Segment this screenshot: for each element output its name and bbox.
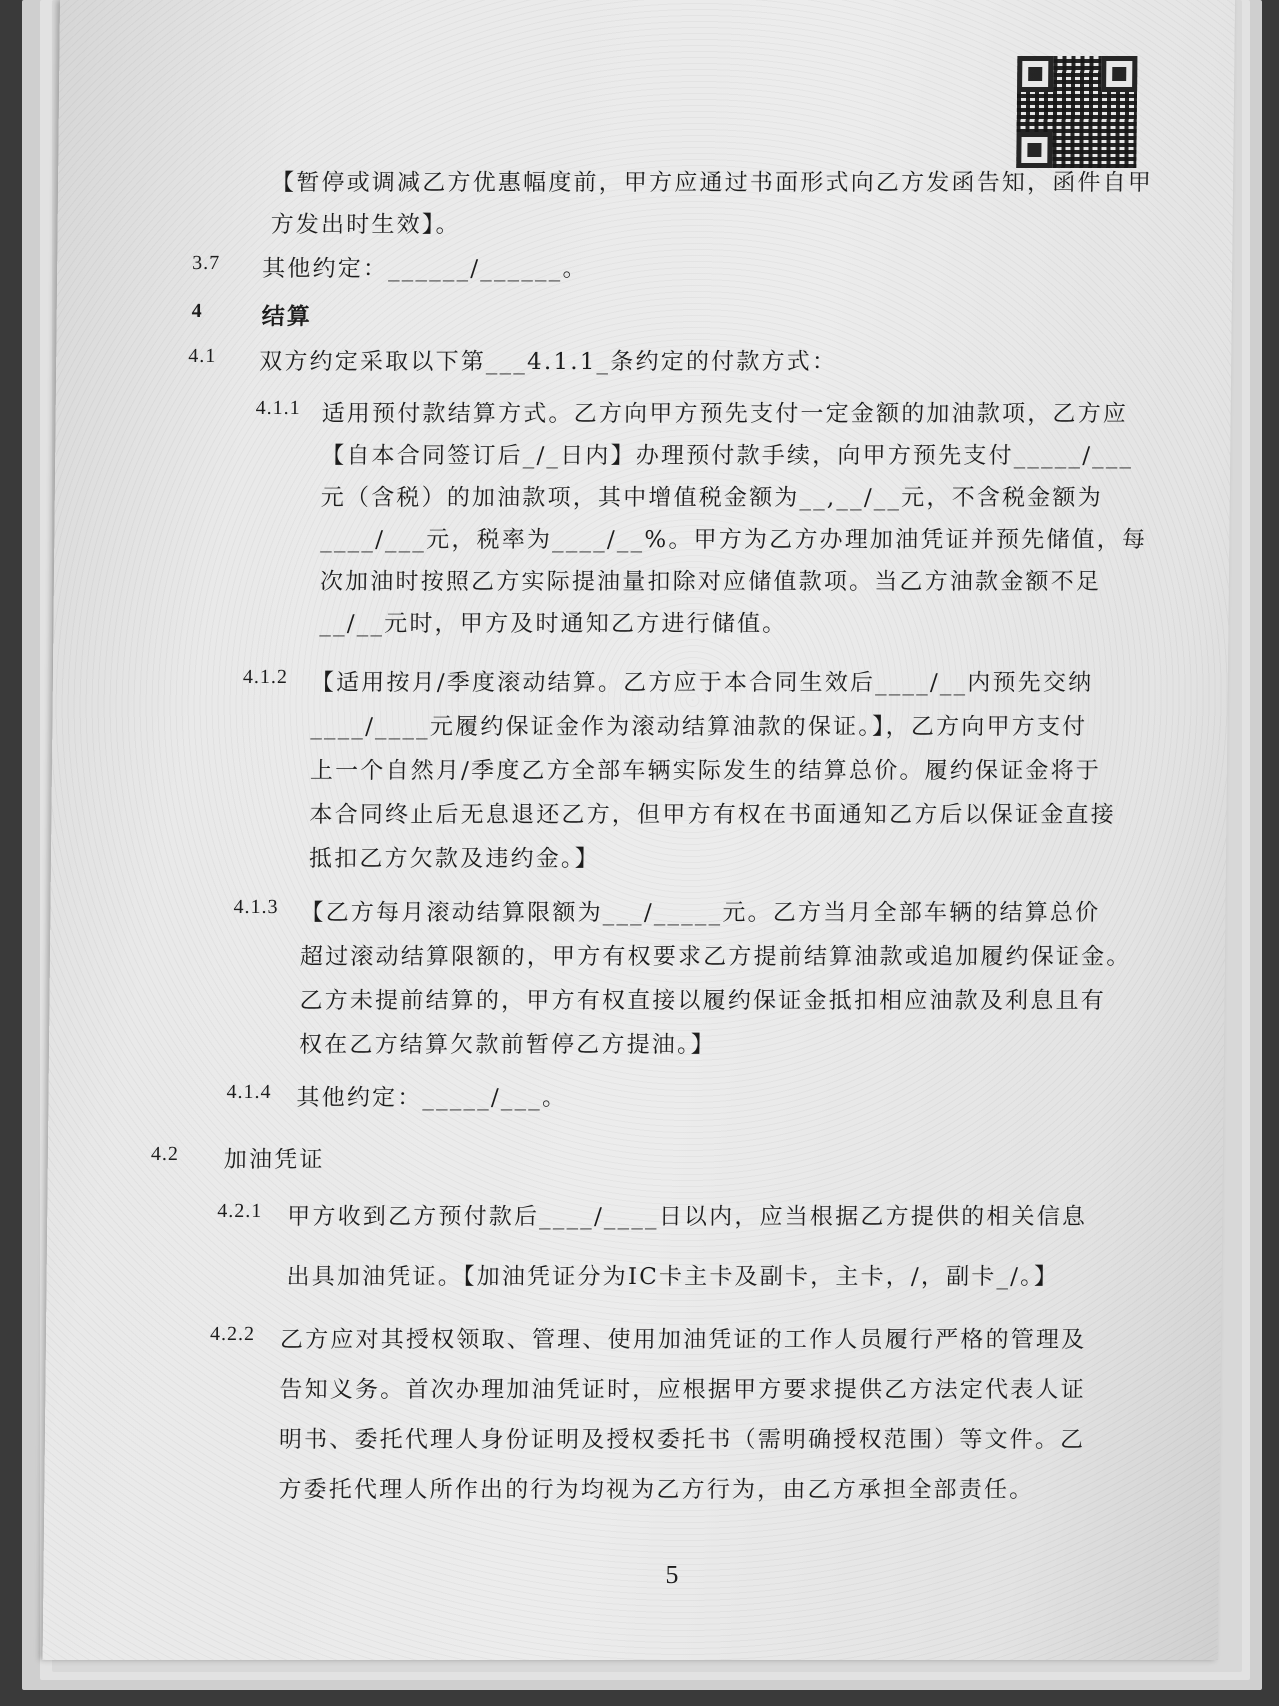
clause-text: 方委托代理人所作出的行为均视为乙方行为，由乙方承担全部责任。: [278, 1477, 1035, 1503]
document-page: [43, 0, 1235, 1660]
clause-text: 【自本合同签订后_/_日内】办理预付款手续，向甲方预先支付_____/___: [321, 443, 1134, 469]
clause-text: 上一个自然月/季度乙方全部车辆实际发生的结算总价。履约保证金将于: [309, 758, 1102, 784]
clause-text: 次加油时按照乙方实际提油量扣除对应储值款项。当乙方油款金额不足: [319, 569, 1102, 595]
clause-text: 甲方收到乙方预付款后____/____日以内，应当根据乙方提供的相关信息: [287, 1204, 1088, 1230]
clause-text: 乙方未提前结算的，甲方有权直接以履约保证金抵扣相应油款及利息且有: [299, 988, 1107, 1014]
clause-text: 告知义务。首次办理加油凭证时，应根据甲方要求提供乙方法定代表人证: [279, 1377, 1086, 1403]
clause-text: 明书、委托代理人身份证明及授权委托书（需明确授权范围）等文件。乙: [278, 1427, 1086, 1453]
clause-text: 乙方应对其授权领取、管理、使用加油凭证的工作人员履行严格的管理及: [279, 1327, 1087, 1353]
clause-text: 超过滚动结算限额的，甲方有权要求乙方提前结算油款或追加履约保证金。: [299, 944, 1132, 970]
clause-text: 抵扣乙方欠款及违约金。】: [308, 846, 601, 872]
clause-number: 4.1.1: [255, 397, 301, 419]
section-number: 4.2: [150, 1143, 180, 1165]
clause-number: 4.1.3: [233, 896, 279, 918]
clause-text: 本合同终止后无息退还乙方，但甲方有权在书面通知乙方后以保证金直接: [309, 802, 1117, 828]
clause-text: 【乙方每月滚动结算限额为___/_____元。乙方当月全部车辆的结算总价: [300, 900, 1101, 926]
paragraph-line: 【暂停或调减乙方优惠幅度前，甲方应通过书面形式向乙方发函告知，函件自甲: [270, 170, 1154, 196]
clause-text: 适用预付款结算方式。乙方向甲方预先支付一定金额的加油款项，乙方应: [321, 401, 1129, 427]
section-heading: 加油凭证: [223, 1147, 325, 1173]
clause-text: 其他约定：______/______。: [262, 256, 588, 282]
clause-number: 3.7: [192, 252, 221, 274]
clause-text: ____/____元履约保证金作为滚动结算油款的保证。】，乙方向甲方支付: [310, 714, 1088, 740]
section-number: 4: [191, 300, 203, 322]
clause-number: 4.2.1: [217, 1200, 263, 1222]
clause-text: 出具加油凭证。【加油凭证分为IC卡主卡及副卡，主卡，/，副卡_/。】: [286, 1264, 1060, 1290]
clause-number: 4.1.2: [242, 666, 289, 688]
qr-code-icon: [1016, 56, 1137, 168]
clause-text: 元（含税）的加油款项，其中增值税金额为__,__/__元，不含税金额为: [320, 485, 1103, 511]
clause-text: __/__元时，甲方及时通知乙方进行储值。: [319, 611, 788, 637]
clause-text: 双方约定采取以下第___4.1.1_条约定的付款方式：: [259, 349, 838, 375]
clause-number: 4.2.2: [209, 1323, 256, 1345]
clause-number: 4.1: [188, 345, 217, 367]
clause-number: 4.1.4: [226, 1081, 272, 1103]
clause-text: 其他约定：_____/___。: [296, 1085, 568, 1111]
clause-text: 权在乙方结算欠款前暂停乙方提油。】: [298, 1032, 717, 1058]
paragraph-line: 方发出时生效】。: [270, 212, 461, 238]
clause-text: ____/___元，税率为____/__%。甲方为乙方办理加油凭证并预先储值，每: [320, 527, 1148, 553]
page-number: 5: [665, 1560, 679, 1589]
clause-text: 【适用按月/季度滚动结算。乙方应于本合同生效后____/__内预先交纳: [310, 670, 1094, 696]
section-heading: 结算: [261, 303, 313, 330]
